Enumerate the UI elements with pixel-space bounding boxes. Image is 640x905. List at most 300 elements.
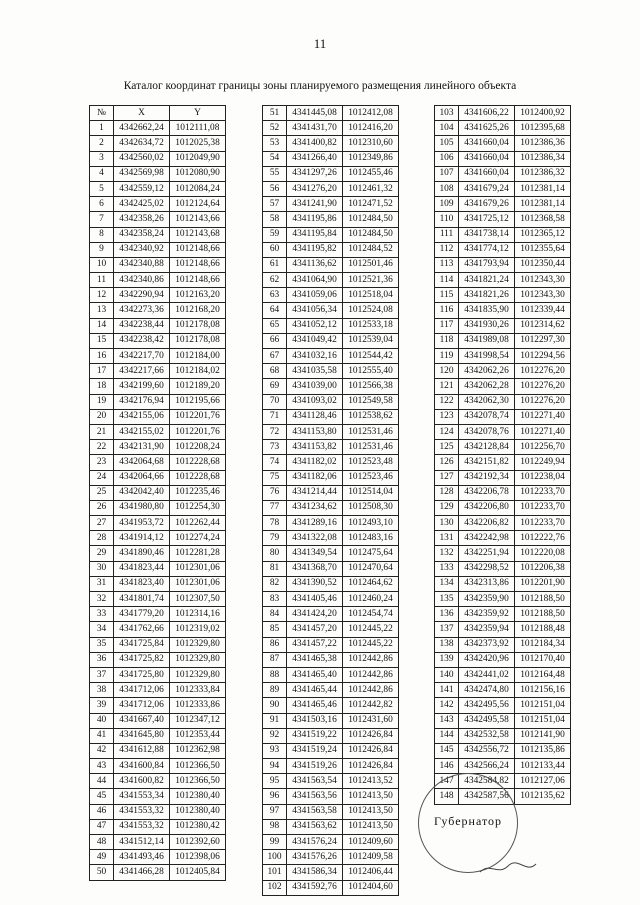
cell-x: 4341182,06 <box>287 470 343 485</box>
cell-x: 4341823,40 <box>114 576 170 591</box>
cell-x: 4341679,24 <box>459 181 515 196</box>
cell-x: 4341128,46 <box>287 409 343 424</box>
cell-n: 16 <box>90 349 114 364</box>
table-row <box>90 819 226 834</box>
cell-n: 22 <box>90 440 114 455</box>
cell-x: 4341322,08 <box>287 531 343 546</box>
table-row <box>90 789 226 804</box>
cell-n: 29 <box>90 546 114 561</box>
cell-y: 1012025,38 <box>170 136 226 151</box>
table-row <box>90 667 226 682</box>
cell-x: 4341465,46 <box>287 698 343 713</box>
cell-x: 4342217,70 <box>114 349 170 364</box>
cell-x: 4341276,20 <box>287 181 343 196</box>
table-row <box>263 106 399 121</box>
cell-x: 4341519,22 <box>287 728 343 743</box>
coordinates-table-1 <box>89 105 226 881</box>
cell-n: 144 <box>435 728 459 743</box>
table-row <box>435 409 571 424</box>
cell-n: 52 <box>263 121 287 136</box>
cell-n: 12 <box>90 288 114 303</box>
cell-x: 4342584,82 <box>459 774 515 789</box>
table-row <box>435 303 571 318</box>
cell-y: 1012208,24 <box>170 440 226 455</box>
cell-y: 1012329,80 <box>170 637 226 652</box>
cell-y: 1012201,76 <box>170 424 226 439</box>
cell-n: 15 <box>90 333 114 348</box>
cell-x: 4341136,62 <box>287 257 343 272</box>
cell-x: 4341953,72 <box>114 516 170 531</box>
table-row <box>90 257 226 272</box>
cell-y: 1012365,12 <box>515 227 571 242</box>
cell-y: 1012533,18 <box>343 318 399 333</box>
cell-x: 4341606,22 <box>459 106 515 121</box>
cell-n: 119 <box>435 349 459 364</box>
table-row <box>263 424 399 439</box>
cell-y: 1012135,86 <box>515 743 571 758</box>
cell-y: 1012460,24 <box>343 592 399 607</box>
cell-y: 1012523,48 <box>343 455 399 470</box>
cell-y: 1012501,46 <box>343 257 399 272</box>
cell-n: 32 <box>90 592 114 607</box>
table-row <box>90 364 226 379</box>
table-row <box>90 607 226 622</box>
cell-x: 4342217,66 <box>114 364 170 379</box>
cell-n: 98 <box>263 819 287 834</box>
table-row <box>90 303 226 318</box>
table-row <box>90 865 226 880</box>
cell-y: 1012143,68 <box>170 227 226 242</box>
cell-x: 4341465,38 <box>287 652 343 667</box>
table-row <box>435 637 571 652</box>
cell-x: 4342042,40 <box>114 485 170 500</box>
cell-y: 1012442,86 <box>343 652 399 667</box>
cell-x: 4341445,08 <box>287 106 343 121</box>
cell-n: 30 <box>90 561 114 576</box>
cell-x: 4342078,74 <box>459 409 515 424</box>
cell-x: 4341779,20 <box>114 607 170 622</box>
cell-y: 1012233,70 <box>515 485 571 500</box>
cell-n: 42 <box>90 743 114 758</box>
table-row <box>263 516 399 531</box>
cell-y: 1012084,24 <box>170 181 226 196</box>
cell-y: 1012188,50 <box>515 607 571 622</box>
table-row <box>90 683 226 698</box>
cell-n: 7 <box>90 212 114 227</box>
cell-n: 117 <box>435 318 459 333</box>
cell-y: 1012111,08 <box>170 121 226 136</box>
cell-y: 1012409,58 <box>343 850 399 865</box>
cell-y: 1012362,98 <box>170 743 226 758</box>
table-row <box>90 409 226 424</box>
cell-n: 89 <box>263 683 287 698</box>
cell-x: 4342128,84 <box>459 440 515 455</box>
cell-y: 1012178,08 <box>170 333 226 348</box>
cell-x: 4341457,20 <box>287 622 343 637</box>
table-row <box>90 698 226 713</box>
table-row <box>435 424 571 439</box>
cell-n: 110 <box>435 212 459 227</box>
cell-x: 4341503,16 <box>287 713 343 728</box>
cell-y: 1012461,32 <box>343 181 399 196</box>
cell-y: 1012201,76 <box>170 409 226 424</box>
cell-x: 4341667,40 <box>114 713 170 728</box>
cell-n: 135 <box>435 592 459 607</box>
table-row <box>90 121 226 136</box>
cell-x: 4341424,20 <box>287 607 343 622</box>
table-row <box>90 455 226 470</box>
cell-n: 2 <box>90 136 114 151</box>
cell-n: 93 <box>263 743 287 758</box>
cell-y: 1012514,04 <box>343 485 399 500</box>
cell-x: 4341032,16 <box>287 349 343 364</box>
table-row <box>435 455 571 470</box>
cell-x: 4341465,44 <box>287 683 343 698</box>
cell-y: 1012413,50 <box>343 789 399 804</box>
cell-y: 1012544,42 <box>343 349 399 364</box>
cell-n: 76 <box>263 485 287 500</box>
cell-x: 4341586,34 <box>287 865 343 880</box>
cell-y: 1012178,08 <box>170 318 226 333</box>
page-title: Каталог координат границы зоны планируемого размещения линейного объекта <box>123 80 517 92</box>
cell-y: 1012195,66 <box>170 394 226 409</box>
cell-y: 1012426,84 <box>343 728 399 743</box>
cell-x: 4342206,80 <box>459 500 515 515</box>
cell-n: 91 <box>263 713 287 728</box>
cell-x: 4342340,88 <box>114 257 170 272</box>
cell-x: 4341712,06 <box>114 698 170 713</box>
cell-n: 73 <box>263 440 287 455</box>
cell-n: 17 <box>90 364 114 379</box>
table-row <box>263 166 399 181</box>
cell-n: 86 <box>263 637 287 652</box>
table-row <box>435 470 571 485</box>
cell-y: 1012238,04 <box>515 470 571 485</box>
cell-y: 1012271,40 <box>515 424 571 439</box>
table-row <box>435 759 571 774</box>
table-row <box>90 622 226 637</box>
table-row <box>90 440 226 455</box>
cell-x: 4342238,44 <box>114 318 170 333</box>
table-row <box>90 637 226 652</box>
cell-y: 1012406,44 <box>343 865 399 880</box>
cell-y: 1012549,58 <box>343 394 399 409</box>
cell-x: 4341195,84 <box>287 227 343 242</box>
cell-x: 4342206,82 <box>459 516 515 531</box>
cell-n: 138 <box>435 637 459 652</box>
cell-x: 4342340,86 <box>114 273 170 288</box>
cell-y: 1012276,20 <box>515 394 571 409</box>
table-row <box>263 576 399 591</box>
cell-n: 65 <box>263 318 287 333</box>
cell-y: 1012531,46 <box>343 440 399 455</box>
cell-n: 103 <box>435 106 459 121</box>
cell-n: 128 <box>435 485 459 500</box>
table-row <box>90 774 226 789</box>
cell-x: 4341512,14 <box>114 835 170 850</box>
cell-x: 4341059,06 <box>287 288 343 303</box>
cell-n: 19 <box>90 394 114 409</box>
cell-y: 1012343,30 <box>515 288 571 303</box>
cell-n: 142 <box>435 698 459 713</box>
table-row <box>90 546 226 561</box>
cell-y: 1012049,90 <box>170 151 226 166</box>
cell-y: 1012271,40 <box>515 409 571 424</box>
table-row <box>90 592 226 607</box>
cell-x: 4341576,24 <box>287 835 343 850</box>
cell-x: 4342358,24 <box>114 227 170 242</box>
cell-n: 145 <box>435 743 459 758</box>
table-row <box>90 273 226 288</box>
cell-n: 20 <box>90 409 114 424</box>
cell-n: 46 <box>90 804 114 819</box>
cell-x: 4342495,58 <box>459 713 515 728</box>
cell-y: 1012350,44 <box>515 257 571 272</box>
page-number: 11 <box>313 36 327 51</box>
cell-n: 13 <box>90 303 114 318</box>
cell-x: 4341519,24 <box>287 743 343 758</box>
cell-x: 4342199,60 <box>114 379 170 394</box>
table-row <box>435 394 571 409</box>
table-row <box>435 288 571 303</box>
cell-x: 4341241,90 <box>287 197 343 212</box>
cell-n: 115 <box>435 288 459 303</box>
table-row <box>263 318 399 333</box>
table-row <box>435 227 571 242</box>
table-row <box>435 592 571 607</box>
table-row <box>435 257 571 272</box>
cell-x: 4341823,44 <box>114 561 170 576</box>
table-row <box>90 181 226 196</box>
cell-n: 40 <box>90 713 114 728</box>
cell-n: 114 <box>435 273 459 288</box>
cell-x: 4341214,44 <box>287 485 343 500</box>
cell-x: 4341835,90 <box>459 303 515 318</box>
table-row <box>90 500 226 515</box>
cell-y: 1012431,60 <box>343 713 399 728</box>
cell-y: 1012484,52 <box>343 242 399 257</box>
table-row <box>263 500 399 515</box>
cell-y: 1012164,48 <box>515 667 571 682</box>
cell-y: 1012188,48 <box>515 622 571 637</box>
cell-n: 36 <box>90 652 114 667</box>
cell-x: 4341989,08 <box>459 333 515 348</box>
table-row <box>90 713 226 728</box>
cell-n: 141 <box>435 683 459 698</box>
cell-x: 4341064,90 <box>287 273 343 288</box>
cell-x: 4342062,26 <box>459 364 515 379</box>
table-row <box>90 212 226 227</box>
table-row <box>90 151 226 166</box>
cell-y: 1012400,92 <box>515 106 571 121</box>
cell-y: 1012484,50 <box>343 212 399 227</box>
cell-x: 4341725,12 <box>459 212 515 227</box>
cell-y: 1012454,74 <box>343 607 399 622</box>
cell-y: 1012127,06 <box>515 774 571 789</box>
cell-y: 1012442,82 <box>343 698 399 713</box>
cell-y: 1012416,20 <box>343 121 399 136</box>
cell-y: 1012398,06 <box>170 850 226 865</box>
cell-n: 108 <box>435 181 459 196</box>
cell-y: 1012521,36 <box>343 273 399 288</box>
cell-x: 4341153,82 <box>287 440 343 455</box>
cell-x: 4341195,86 <box>287 212 343 227</box>
table-row <box>90 516 226 531</box>
cell-y: 1012380,40 <box>170 789 226 804</box>
cell-n: 44 <box>90 774 114 789</box>
cell-x: 4342340,92 <box>114 242 170 257</box>
cell-n: 130 <box>435 516 459 531</box>
cell-x: 4341039,00 <box>287 379 343 394</box>
cell-y: 1012464,62 <box>343 576 399 591</box>
table-row <box>435 713 571 728</box>
cell-n: 61 <box>263 257 287 272</box>
cell-n: 58 <box>263 212 287 227</box>
table-row <box>263 257 399 272</box>
cell-n: 24 <box>90 470 114 485</box>
cell-n: 43 <box>90 759 114 774</box>
table-row <box>263 667 399 682</box>
table-row <box>435 318 571 333</box>
cell-y: 1012201,90 <box>515 576 571 591</box>
cell-n: 53 <box>263 136 287 151</box>
cell-x: 4341493,46 <box>114 850 170 865</box>
cell-y: 1012276,20 <box>515 364 571 379</box>
cell-n: 126 <box>435 455 459 470</box>
cell-x: 4342532,58 <box>459 728 515 743</box>
cell-y: 1012508,30 <box>343 500 399 515</box>
cell-n: 85 <box>263 622 287 637</box>
cell-y: 1012483,16 <box>343 531 399 546</box>
cell-n: 39 <box>90 698 114 713</box>
cell-y: 1012163,20 <box>170 288 226 303</box>
cell-x: 4342273,36 <box>114 303 170 318</box>
cell-n: 6 <box>90 197 114 212</box>
cell-x: 4341368,70 <box>287 561 343 576</box>
table-row <box>263 121 399 136</box>
table-row <box>435 576 571 591</box>
table-row <box>263 850 399 865</box>
cell-x: 4341563,54 <box>287 774 343 789</box>
cell-n: 131 <box>435 531 459 546</box>
cell-x: 4342373,92 <box>459 637 515 652</box>
table-row <box>263 652 399 667</box>
table-row <box>435 212 571 227</box>
table-row <box>90 850 226 865</box>
table-row <box>435 531 571 546</box>
cell-n: 146 <box>435 759 459 774</box>
cell-n: 107 <box>435 166 459 181</box>
header-number: № <box>90 106 114 121</box>
cell-y: 1012256,70 <box>515 440 571 455</box>
table-row <box>90 485 226 500</box>
cell-n: 49 <box>90 850 114 865</box>
cell-n: 79 <box>263 531 287 546</box>
cell-x: 4342313,86 <box>459 576 515 591</box>
cell-y: 1012307,50 <box>170 592 226 607</box>
cell-n: 23 <box>90 455 114 470</box>
cell-y: 1012413,50 <box>343 819 399 834</box>
table-header-row <box>90 106 226 121</box>
table-row <box>435 440 571 455</box>
cell-x: 4341266,40 <box>287 151 343 166</box>
table-row <box>263 197 399 212</box>
cell-x: 4342587,56 <box>459 789 515 804</box>
cell-x: 4341519,26 <box>287 759 343 774</box>
cell-x: 4341625,26 <box>459 121 515 136</box>
cell-n: 132 <box>435 546 459 561</box>
cell-y: 1012442,86 <box>343 667 399 682</box>
cell-x: 4341612,88 <box>114 743 170 758</box>
cell-y: 1012343,30 <box>515 273 571 288</box>
cell-y: 1012151,04 <box>515 698 571 713</box>
table-row <box>435 273 571 288</box>
cell-n: 62 <box>263 273 287 288</box>
table-row <box>263 485 399 500</box>
table-row <box>435 379 571 394</box>
cell-n: 56 <box>263 181 287 196</box>
cell-x: 4342192,34 <box>459 470 515 485</box>
table-row <box>263 273 399 288</box>
table-row <box>263 470 399 485</box>
cell-y: 1012329,80 <box>170 652 226 667</box>
cell-x: 4341431,70 <box>287 121 343 136</box>
signature-mark <box>478 858 538 878</box>
table-row <box>263 379 399 394</box>
header-y: Y <box>170 106 226 121</box>
cell-n: 55 <box>263 166 287 181</box>
table-row <box>263 531 399 546</box>
cell-n: 3 <box>90 151 114 166</box>
cell-n: 57 <box>263 197 287 212</box>
cell-x: 4342474,80 <box>459 683 515 698</box>
cell-x: 4342155,06 <box>114 409 170 424</box>
cell-n: 147 <box>435 774 459 789</box>
cell-y: 1012148,66 <box>170 242 226 257</box>
table-row <box>263 151 399 166</box>
table-row <box>263 880 399 895</box>
table-row <box>263 212 399 227</box>
table-row <box>263 865 399 880</box>
cell-y: 1012405,84 <box>170 865 226 880</box>
table-row <box>263 349 399 364</box>
cell-n: 94 <box>263 759 287 774</box>
cell-y: 1012518,04 <box>343 288 399 303</box>
cell-y: 1012493,10 <box>343 516 399 531</box>
table-row <box>90 197 226 212</box>
cell-x: 4341465,40 <box>287 667 343 682</box>
cell-y: 1012135,62 <box>515 789 571 804</box>
cell-n: 63 <box>263 288 287 303</box>
cell-y: 1012353,44 <box>170 728 226 743</box>
cell-y: 1012228,68 <box>170 455 226 470</box>
table-row <box>263 683 399 698</box>
cell-n: 71 <box>263 409 287 424</box>
table-row <box>263 181 399 196</box>
cell-x: 4341660,04 <box>459 136 515 151</box>
cell-n: 66 <box>263 333 287 348</box>
cell-y: 1012249,94 <box>515 455 571 470</box>
cell-x: 4341553,32 <box>114 819 170 834</box>
cell-x: 4342495,56 <box>459 698 515 713</box>
cell-x: 4341563,58 <box>287 804 343 819</box>
cell-x: 4342634,72 <box>114 136 170 151</box>
cell-n: 4 <box>90 166 114 181</box>
cell-y: 1012184,02 <box>170 364 226 379</box>
cell-y: 1012297,30 <box>515 333 571 348</box>
table-row <box>263 698 399 713</box>
cell-x: 4341725,84 <box>114 637 170 652</box>
